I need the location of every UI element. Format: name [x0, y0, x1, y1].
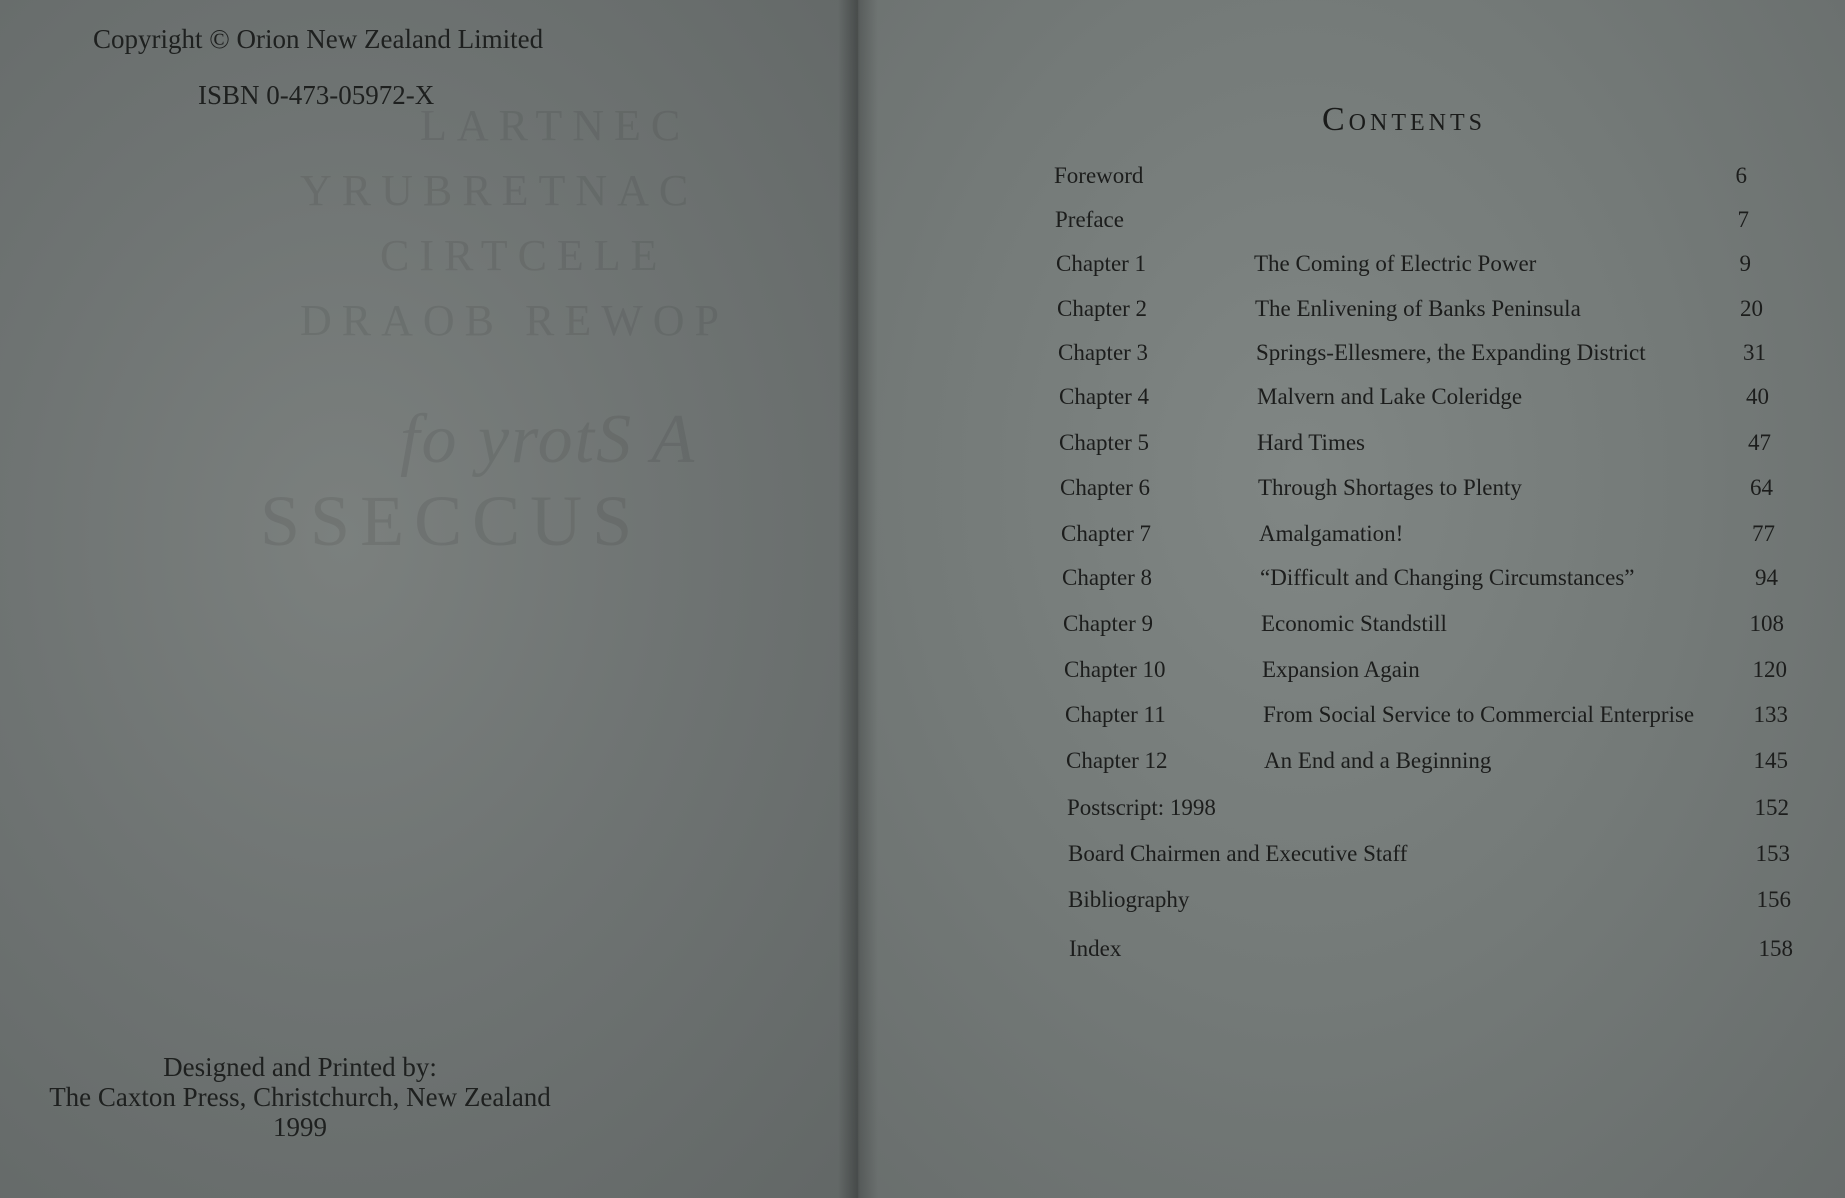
toc-entry-label: Chapter 8 — [1062, 565, 1153, 590]
toc-entry-label: Chapter 2 — [1057, 296, 1148, 321]
toc-entry-title: An End and a Beginning — [1264, 748, 1492, 773]
toc-entry-label: Chapter 5 — [1059, 430, 1150, 455]
toc-entry-page-number: 6 — [1735, 163, 1747, 188]
toc-entry — [1060, 475, 1773, 509]
toc-entry — [1061, 521, 1775, 555]
toc-entry-label: Preface — [1055, 207, 1124, 232]
isbn: ISBN 0-473-05972-X — [198, 80, 435, 110]
toc-entry-title: The Enlivening of Banks Peninsula — [1255, 296, 1581, 321]
show-through-text: SSECCUS — [260, 481, 643, 561]
toc-entry-page-number: 94 — [1755, 565, 1778, 590]
toc-entry-page-number: 153 — [1755, 841, 1790, 866]
toc-entry-label: Board Chairmen and Executive Staff — [1068, 841, 1408, 866]
printer-imprint — [30, 1052, 570, 1142]
toc-entry-page-number: 156 — [1756, 887, 1791, 912]
toc-entry — [1057, 296, 1763, 330]
toc-entry — [1058, 340, 1766, 374]
toc-entry-label: Chapter 3 — [1058, 340, 1149, 365]
imprint-line-2: The Caxton Press, Christchurch, New Zealand — [49, 1082, 551, 1112]
toc-entry-label: Chapter 4 — [1059, 384, 1150, 409]
toc-entry — [1055, 207, 1749, 241]
toc-entry-title: “Difficult and Changing Circumstances” — [1260, 565, 1635, 590]
toc-entry-page-number: 145 — [1753, 748, 1788, 773]
show-through-text: LARTNEC — [420, 101, 691, 150]
toc-entry-label: Chapter 7 — [1061, 521, 1152, 546]
toc-entry-label: Foreword — [1054, 163, 1144, 188]
toc-entry-label: Chapter 6 — [1060, 475, 1151, 500]
toc-entry-page-number: 120 — [1752, 657, 1787, 682]
toc-entry — [1068, 841, 1790, 875]
toc-entry-page-number: 64 — [1750, 475, 1773, 500]
show-through-text: CIRTCELE — [380, 231, 668, 280]
show-through-text: YRUBRETNAC — [300, 166, 699, 215]
toc-entry-page-number: 47 — [1748, 430, 1771, 455]
toc-entry-page-number: 31 — [1743, 340, 1766, 365]
show-through-text: DRAOB REWOP — [300, 296, 730, 345]
toc-entry-label: Bibliography — [1068, 887, 1190, 912]
toc-entry-label: Chapter 12 — [1066, 748, 1168, 773]
toc-entry-title: The Coming of Electric Power — [1254, 251, 1537, 276]
imprint-line-3: 1999 — [273, 1112, 327, 1142]
show-through-text: fo yrotS A — [400, 401, 697, 478]
toc-entry-label: Chapter 10 — [1064, 657, 1166, 682]
contents-heading: Contents — [1322, 100, 1487, 138]
toc-entry — [1054, 163, 1747, 197]
toc-entry-title: Hard Times — [1257, 430, 1365, 455]
toc-entry — [1066, 748, 1788, 782]
toc-entry-page-number: 40 — [1746, 384, 1769, 409]
toc-entry — [1056, 251, 1751, 285]
toc-entry — [1063, 611, 1784, 645]
toc-entry-title: From Social Service to Commercial Enterprise — [1263, 702, 1695, 727]
toc-entry — [1059, 384, 1769, 418]
left-page — [0, 0, 858, 1198]
toc-entry — [1069, 936, 1793, 970]
toc-entry — [1062, 565, 1778, 599]
toc-entry-label: Postscript: 1998 — [1067, 795, 1216, 820]
toc-entry-label: Chapter 11 — [1065, 702, 1166, 727]
toc-entry-page-number: 133 — [1753, 702, 1788, 727]
imprint-line-1: Designed and Printed by: — [163, 1052, 437, 1082]
toc-entry-label: Index — [1069, 936, 1122, 961]
copyright-notice: Copyright © Orion New Zealand Limited — [93, 24, 544, 54]
toc-entry-page-number: 158 — [1758, 936, 1793, 961]
toc-entry-title: Springs-Ellesmere, the Expanding District — [1256, 340, 1646, 365]
toc-entry-page-number: 152 — [1754, 795, 1789, 820]
toc-entry — [1059, 430, 1771, 464]
toc-entry-label: Chapter 9 — [1063, 611, 1154, 636]
toc-entry — [1064, 657, 1787, 691]
toc-entry — [1068, 887, 1791, 921]
toc-entry-title: Amalgamation! — [1259, 521, 1404, 546]
page-gutter — [838, 0, 878, 1198]
toc-entry — [1065, 702, 1788, 736]
toc-entry-page-number: 9 — [1739, 251, 1751, 276]
toc-entry-page-number: 108 — [1749, 611, 1784, 636]
toc-entry-title: Malvern and Lake Coleridge — [1257, 384, 1523, 409]
toc-entry-page-number: 7 — [1737, 207, 1749, 232]
toc-entry-page-number: 20 — [1740, 296, 1763, 321]
toc-entry-title: Economic Standstill — [1261, 611, 1447, 636]
toc-entry-label: Chapter 1 — [1056, 251, 1147, 276]
toc-entry — [1067, 795, 1789, 829]
toc-entry-title: Expansion Again — [1262, 657, 1420, 682]
toc-entry-title: Through Shortages to Plenty — [1258, 475, 1522, 500]
toc-entry-page-number: 77 — [1752, 521, 1775, 546]
